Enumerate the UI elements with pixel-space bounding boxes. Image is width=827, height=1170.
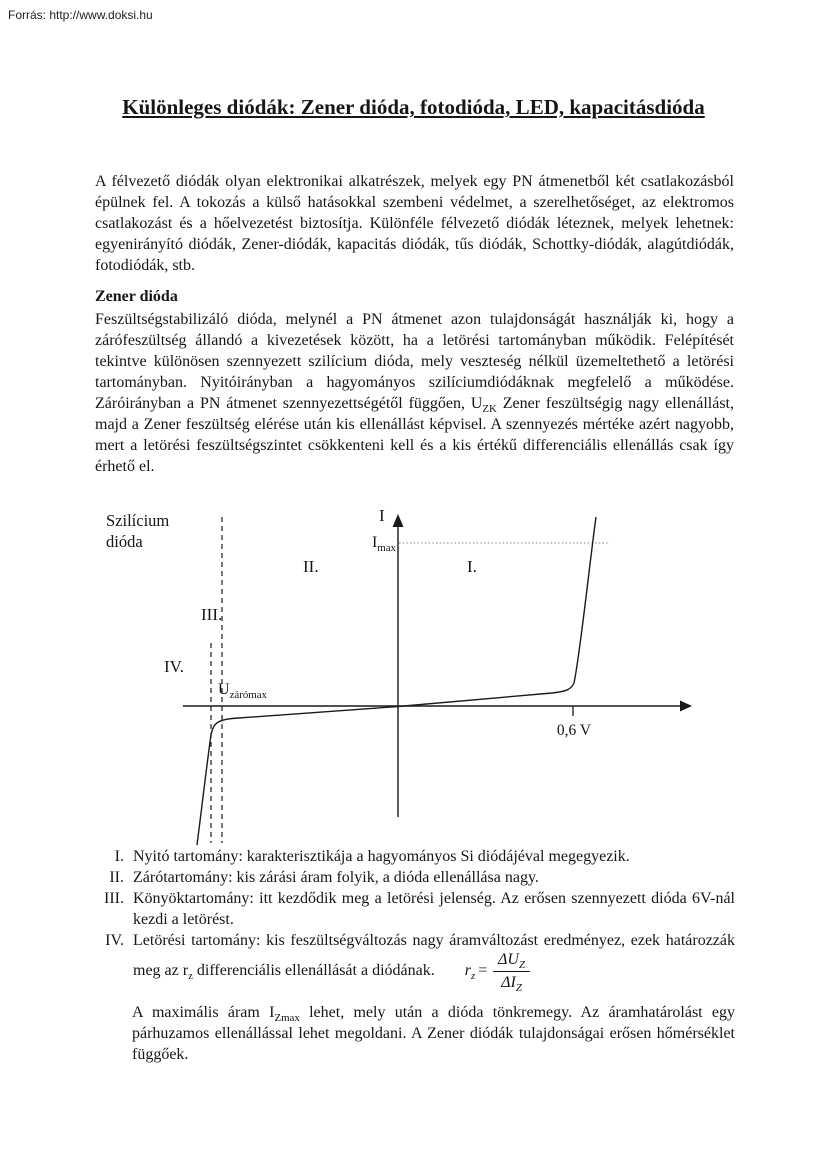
iv-curve-canvas bbox=[0, 500, 827, 850]
list-item-text: Nyitó tartomány: karakterisztikája a hagyományos Si diódájéval megegyezik. bbox=[133, 848, 630, 865]
list-item bbox=[95, 867, 735, 888]
fraction-denominator: $\Delta I_Z$ bbox=[501, 973, 522, 994]
list-item-numeral: II. bbox=[109, 869, 124, 886]
section-heading-zener: Zener dióda bbox=[95, 288, 178, 305]
page-title: Különleges diódák: Zener dióda, fotodióda, LED, kapacitásdióda bbox=[122, 95, 705, 119]
y-axis-label: I bbox=[379, 506, 385, 525]
x-axis-arrow bbox=[680, 701, 692, 712]
region-label-3: III. bbox=[201, 605, 223, 624]
fraction-numerator: $\Delta U_Z$ bbox=[493, 951, 530, 972]
list-item-numeral: I. bbox=[114, 848, 124, 865]
u-zaromax-label: $U_{zárómax}$ bbox=[218, 681, 267, 702]
silicon-diode-label: Szilícium dióda bbox=[106, 511, 170, 551]
imax-label: $I_{max}$ bbox=[371, 534, 396, 555]
list-item-numeral: III. bbox=[104, 890, 124, 907]
list-item bbox=[95, 888, 735, 930]
list-item-text: Letörési tartomány: kis feszültségváltozás nagy áramváltozást eredményez, ezek határozzák meg az $r_z$ differenciális ellenállását a diódának. $r_z$ = $\frac{\Delta U_Z}{\Delta I_Z}$ bbox=[133, 932, 735, 994]
list-item-text: Könyöktartomány: itt kezdődik meg a letörési jelenség. Az erősen szennyezett dióda 6V-nál kezdi a letörést. bbox=[133, 890, 735, 928]
list-item-text: Zárótartomány: kis zárási áram folyik, a dióda ellenállása nagy. bbox=[133, 869, 539, 886]
closing-paragraph: A maximális áram $I_{Zmax}$ lehet, mely után a dióda tönkremegy. Az áramhatárolást egy párhuzamos ellenállással lehet megoldani. A Zener diódák tulajdonságai erősen hőmérséklet függőek. bbox=[132, 1004, 735, 1064]
region-label-1: I. bbox=[467, 557, 477, 576]
y-axis-arrow bbox=[393, 514, 404, 527]
region-list bbox=[95, 846, 735, 1065]
rz-formula: $r_z$ = $\frac{\Delta U_Z}{\Delta I_Z}$ bbox=[465, 951, 530, 991]
list-item bbox=[95, 930, 735, 994]
list-item bbox=[95, 846, 735, 867]
source-header: Forrás: http://www.doksi.hu bbox=[8, 8, 153, 22]
list-item-numeral: IV. bbox=[105, 932, 124, 949]
intro-paragraph: A félvezető diódák olyan elektronikai alkatrészek, melyek egy PN átmenetből két csatlakozásból épülnek fel. A tokozás a külső hatásokkal szembeni védelmet, a szerelhetőséget, az elektromos csatlakozást és a hőelvezetést biztosítja. Különféle félvezető diódák léteznek, melyek lehetnek: egyenirányító diódák, Zener-diódák, kapacitás diódák, tűs diódák, Schottky-diódák, alagútdiódák, fotodiódák, stb. bbox=[95, 173, 734, 274]
region-label-4: IV. bbox=[164, 657, 184, 676]
formula-lhs: $r_z$ bbox=[464, 962, 476, 983]
x-tick-label-06v: 0,6 V bbox=[556, 722, 592, 739]
izmax-subscript: Zmax bbox=[274, 1012, 300, 1025]
region-label-2: II. bbox=[303, 557, 319, 576]
zener-iv-curve-figure bbox=[0, 500, 827, 850]
uzk-subscript: ZK bbox=[482, 403, 497, 416]
zener-paragraph: Feszültségstabilizáló dióda, melynél a PN átmenet azon tulajdonságát használják ki, hogy a zárófeszültség állandó a kivezetések között, ha a letörési tartományban működik. Felépítését tekintve különösen szennyezett szilícium dióda, mely veszteség nélkül üzemeltethető a letörési tartományban. Nyitóirányban a hagyományos szilíciumdiódáknak megfelelő a működése. Záróirányban a PN átmenet szennyezettségétől függően, $U_{ZK}$ Zener feszültségig nagy ellenállást, majd a Zener feszültség elérése után kis ellenállást képvisel. A szennyezés mértéke azért nagyobb, mert a letörési feszültségszintet csökkenteni kell és a kis értékű differenciális ellenállás csak így érhető el. bbox=[95, 311, 734, 475]
